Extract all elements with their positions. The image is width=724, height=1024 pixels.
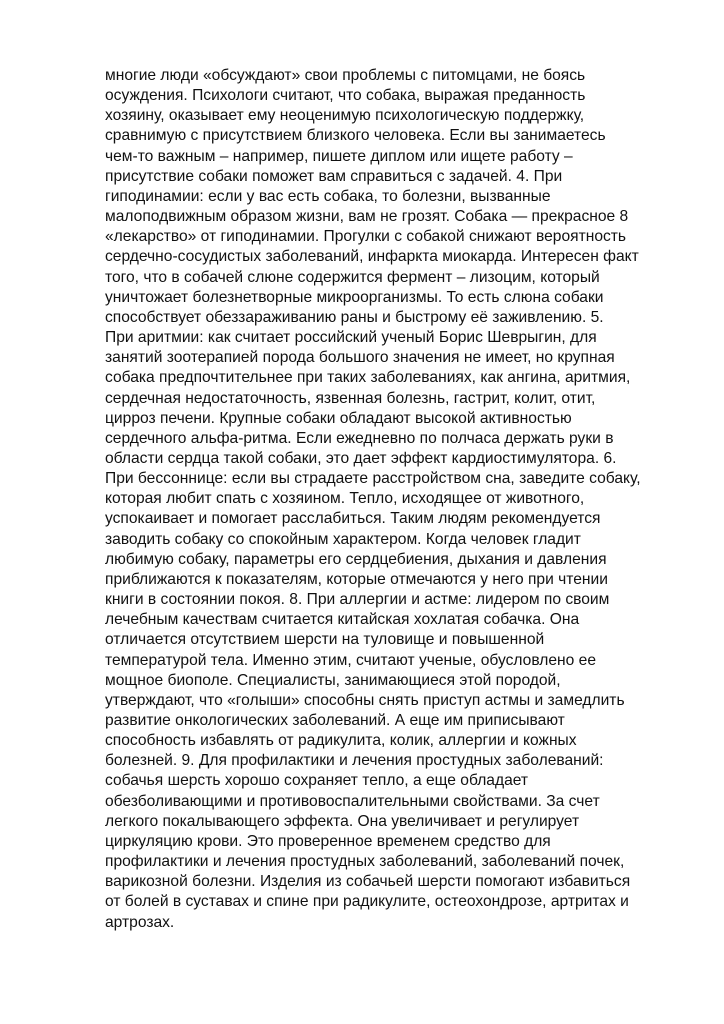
- text-line: болезней. 9. Для профилактики и лечения простудных заболеваний:: [105, 752, 604, 770]
- text-line: развитие онкологических заболеваний. А еще им приписывают: [105, 712, 565, 729]
- text-line: лечебным качествам считается китайская хохлатая собачка. Она: [105, 611, 580, 629]
- text-line: обезболивающими и противовоспалительными свойствами. За счет: [105, 792, 600, 810]
- text-line: циркуляцию крови. Это проверенное временем средство для: [105, 832, 551, 850]
- text-line: того, что в собачей слюне содержится фермент – лизоцим, который: [105, 268, 600, 286]
- text-line: способность избавлять от радикулита, колик, аллергии и кожных: [105, 732, 577, 750]
- text-line: собака предпочтительнее при таких заболеваниях, как ангина, аритмия,: [105, 369, 631, 387]
- text-line: осуждения. Психологи считают, что собака, выражая преданность: [105, 87, 586, 105]
- text-line: занятий зоотерапией порода большого значения не имеет, но крупная: [105, 349, 615, 367]
- text-line: хозяину, оказывает ему неоценимую психологическую поддержку,: [105, 107, 585, 125]
- text-line: артрозах.: [105, 913, 175, 931]
- text-line: отличается отсутствием шерсти на туловище и повышенной: [105, 631, 545, 649]
- text-line: собачья шерсть хорошо сохраняет тепло, а еще обладает: [105, 772, 529, 790]
- text-line: от болей в суставах и спине при радикулите, остеохондрозе, артритах и: [105, 893, 629, 911]
- text-line: успокаивает и помогает расслабиться. Таким людям рекомендуется: [105, 510, 601, 528]
- text-line: любимую собаку, параметры его сердцебиения, дыхания и давления: [105, 550, 607, 568]
- text-line: области сердца такой собаки, это дает эффект кардиостимулятора. 6.: [105, 449, 617, 467]
- text-line: цирроз печени. Крупные собаки обладают высокой активностью: [105, 409, 572, 427]
- text-line: При аритмии: как считает российский ученый Борис Шеврыгин, для: [105, 329, 597, 347]
- body-text: [105, 66, 665, 933]
- text-line: утверждают, что «голыши» способны снять приступ астмы и замедлить: [105, 691, 625, 709]
- text-line: сердечная недостаточность, язвенная болезнь, гастрит, колит, отит,: [105, 389, 596, 407]
- text-line: «лекарство» от гиподинамии. Прогулки с собакой снижают вероятность: [105, 228, 627, 246]
- text-line: приближаются к показателям, которые отмечаются у него при чтении: [105, 570, 608, 588]
- text-line: сравнимую с присутствием близкого человека. Если вы занимаетесь: [105, 127, 606, 145]
- text-line: заводить собаку со спокойным характером. Когда человек гладит: [105, 530, 581, 548]
- text-line: многие люди «обсуждают» свои проблемы с питомцами, не боясь: [105, 67, 586, 84]
- text-line: гиподинамии: если у вас есть собака, то болезни, вызванные: [105, 187, 551, 205]
- text-line: температурой тела. Именно этим, считают ученые, обусловлено ее: [105, 651, 597, 669]
- text-line: сердечно-сосудистых заболеваний, инфаркта миокарда. Интересен факт: [105, 248, 639, 266]
- text-line: сердечного альфа-ритма. Если ежедневно по полчаса держать руки в: [105, 429, 614, 447]
- text-line: которая любит спать с хозяином. Тепло, исходящее от животного,: [105, 490, 585, 508]
- text-line: профилактики и лечения простудных заболеваний, заболеваний почек,: [105, 853, 625, 871]
- text-line: уничтожает болезнетворные микроорганизмы. То есть слюна собаки: [105, 288, 604, 306]
- text-line: книги в состоянии покоя. 8. При аллергии и астме: лидером по своим: [105, 591, 610, 609]
- text-line: способствует обеззараживанию раны и быстрому её заживлению. 5.: [105, 308, 604, 326]
- text-line: присутствие собаки поможет вам справиться с задачей. 4. При: [105, 167, 563, 185]
- text-line: мощное биополе. Специалисты, занимающиеся этой породой,: [105, 671, 561, 689]
- text-line: чем-то важным – например, пишете диплом или ищете работу –: [105, 147, 573, 165]
- text-line: При бессоннице: если вы страдаете расстройством сна, заведите собаку,: [105, 470, 641, 488]
- text-line: малоподвижным образом жизни, вам не грозят. Собака — прекрасное 8: [105, 208, 629, 226]
- text-line: варикозной болезни. Изделия из собачьей шерсти помогают избавиться: [105, 873, 631, 891]
- text-line: легкого покалывающего эффекта. Она увеличивает и регулирует: [105, 812, 580, 830]
